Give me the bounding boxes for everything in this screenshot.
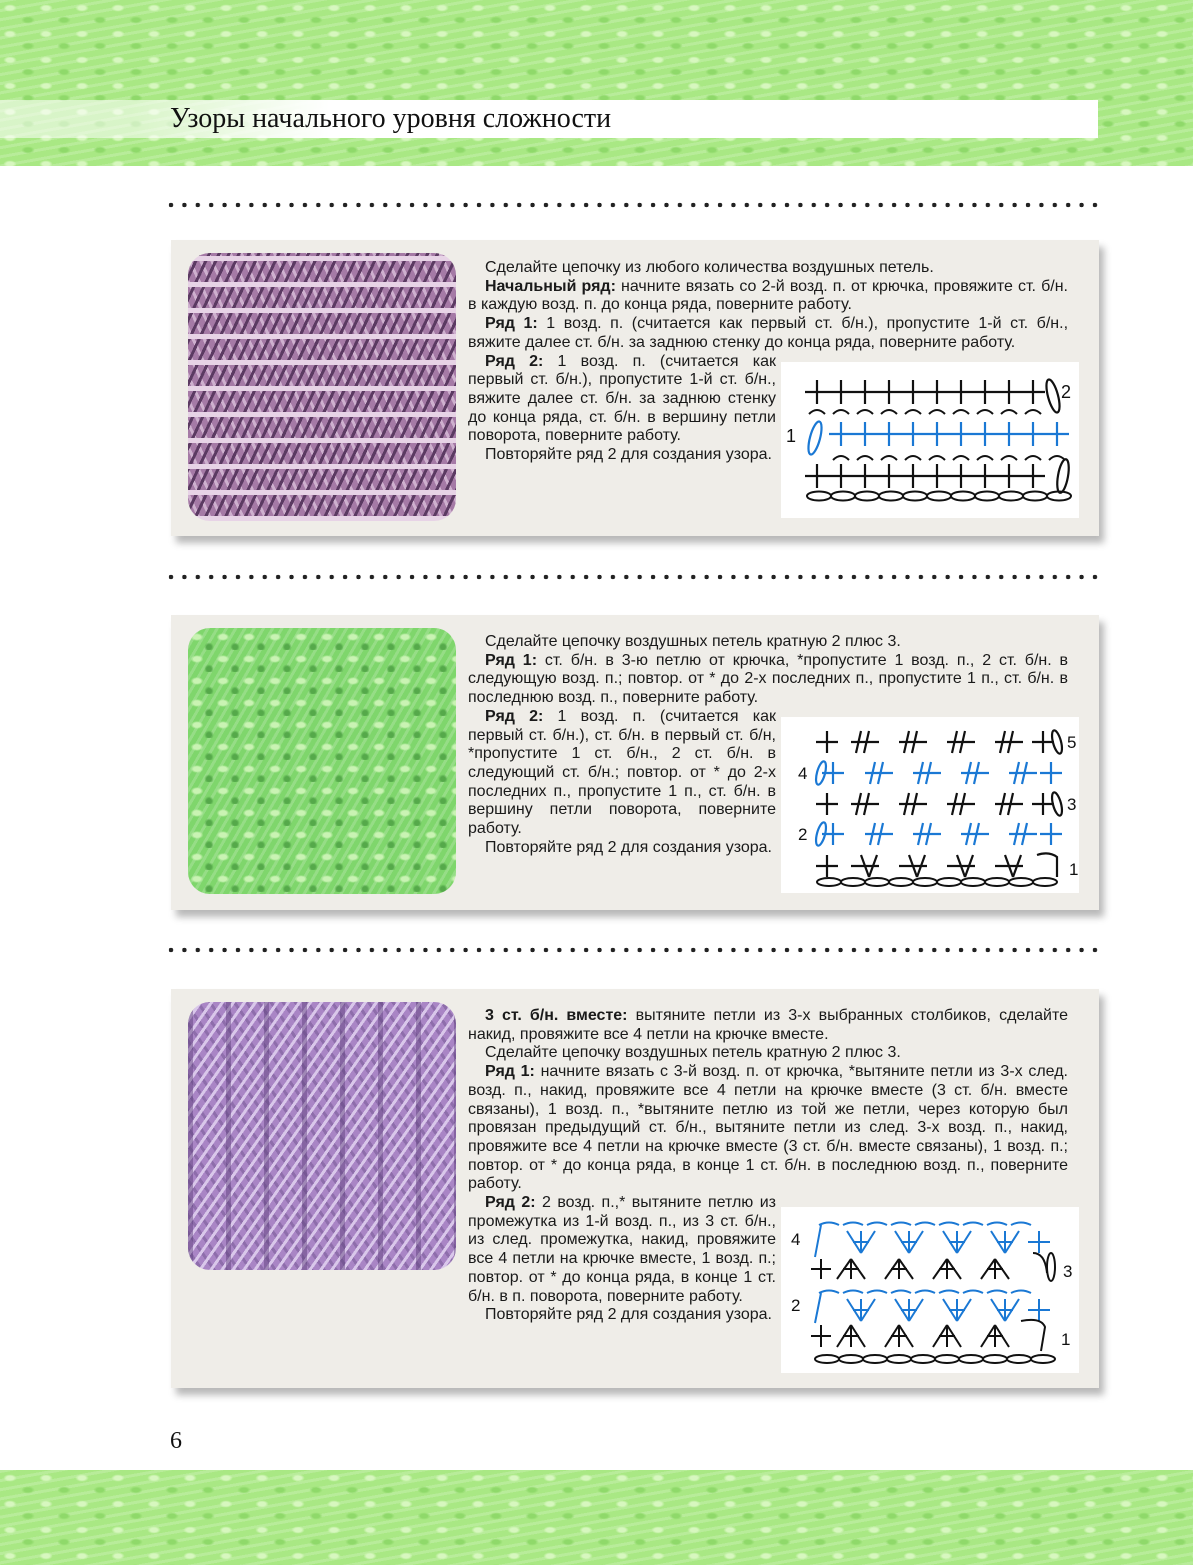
dotted-divider bbox=[168, 947, 1100, 953]
pattern-1-start-row bbox=[468, 278, 1068, 315]
row-2-label: Ряд 2: bbox=[485, 1194, 536, 1212]
crochet-chart-2 bbox=[781, 717, 1079, 893]
pattern-2-repeat: Повторяйте ряд 2 для создания узора. bbox=[485, 838, 772, 856]
chart-2-row-2 bbox=[814, 821, 1062, 846]
chart-1-row-label-2: 2 bbox=[1061, 382, 1072, 402]
pattern-card-1 bbox=[171, 240, 1099, 536]
row-2-text: 1 возд. п. (считается как первый ст. б/н.), пропустите 1-й ст. б/н., вяжите далее ст. б/н. за заднюю стенку до конца ряда, ст. б/н. в вершину петли поворота, поверните работу. bbox=[468, 352, 777, 445]
row-2-label: Ряд 2: bbox=[485, 352, 544, 370]
chart-3-chain bbox=[815, 1355, 1055, 1363]
pattern-1-repeat: Повторяйте ряд 2 для создания узора. bbox=[485, 446, 772, 464]
row-2-text: 2 возд. п.,* вытяните петлю из промежутка из 1-й возд. п., из 3 ст. б/н., из след. промежутка, накид, провяжите все 4 петли на крючке вместе, 1 возд. п.; повтор. от * до конца ряда, в конце 1 ст. б/н. в п. поворота, поверните работу. bbox=[468, 1194, 776, 1305]
chart-2-row-1 bbox=[816, 853, 1057, 877]
pattern-3-repeat: Повторяйте ряд 2 для создания узора. bbox=[485, 1306, 772, 1324]
pattern-1-row-1 bbox=[468, 315, 1068, 352]
knit-sample-photo-lilac bbox=[188, 1002, 456, 1270]
knit-sample-photo-purple bbox=[188, 253, 456, 521]
chart-2-row-5 bbox=[816, 729, 1064, 754]
start-row-label: Начальный ряд: bbox=[485, 277, 616, 295]
chart-2-row-label-5: 5 bbox=[1067, 733, 1077, 752]
row-1-text: 1 возд. п. (считается как первый ст. б/н.), пропустите 1-й ст. б/н., вяжите далее ст. б/н. за заднюю стенку до конца ряда, поверните работу. bbox=[468, 315, 1069, 351]
crochet-chart-3-svg bbox=[781, 1207, 1079, 1373]
pattern-3-intro: Сделайте цепочку воздушных петель кратную 2 плюс 3. bbox=[485, 1044, 901, 1062]
definition-text: вытяните петли из 3-х выбранных столбиков, сделайте накид, провяжите все 4 петли на крючке вместе. bbox=[468, 1007, 1068, 1043]
pattern-card-3 bbox=[171, 989, 1099, 1388]
knit-texture-footer bbox=[0, 1470, 1193, 1565]
crochet-chart-1-svg bbox=[781, 362, 1079, 518]
chart-3-row-3 bbox=[811, 1253, 1055, 1281]
page-number: 6 bbox=[170, 1428, 182, 1454]
row-1-label: Ряд 1: bbox=[485, 1063, 535, 1081]
chart-3-row-2 bbox=[815, 1291, 1050, 1324]
crochet-chart-1 bbox=[781, 362, 1079, 518]
chart-3-row-label-2: 2 bbox=[791, 1296, 801, 1315]
pattern-3-row-1 bbox=[468, 1063, 1068, 1194]
definition-label: 3 ст. б/н. вместе: bbox=[485, 1007, 628, 1024]
chart-2-row-label-3: 3 bbox=[1067, 795, 1077, 814]
chart-3-row-1 bbox=[811, 1320, 1045, 1351]
chart-1-foundation-stitches bbox=[805, 458, 1071, 493]
start-row-text: начните вязать со 2-й возд. п. от крючка, провяжите ст. б/н. в каждую возд. п. до конца ряда, поверните работу. bbox=[468, 277, 1068, 314]
chart-2-row-label-1: 1 bbox=[1069, 860, 1079, 879]
chart-2-chain bbox=[817, 878, 1057, 886]
pattern-3-definition bbox=[468, 1007, 1068, 1044]
dotted-divider bbox=[168, 574, 1100, 580]
row-1-label: Ряд 1: bbox=[485, 315, 538, 333]
knit-sample-photo-green bbox=[188, 628, 456, 894]
row-1-text: начните вязать с 3-й возд. п. от крючка, *вытяните петли из 3-х след. возд. п., накид, провяжите все 4 петли на крючке вместе (3 ст. б/н. вместе связаны), 1 возд. п., *вытяните петлю из той же петли, через которую был провязан предыдущий ст. б/н., вытяните петли из след. 3-х возд. п., накид, провяжите все 4 петли на крючке вместе (3 ст. б/н. вместе связаны), 1 возд. п.; повтор. от * до конца ряда, в конце 1 ст. б/н. в последнюю возд. п., поверните работу. bbox=[468, 1063, 1068, 1193]
chart-3-row-label-4: 4 bbox=[791, 1230, 801, 1249]
row-1-text: ст. б/н. в 3-ю петлю от крючка, *пропустите 1 возд. п., 2 ст. б/н. в следующую возд. п.; повтор. от * до 2-х последних п., пропустите 1 п., ст. б/н. в последнюю возд. п., поверните работу. bbox=[468, 651, 1068, 707]
row-2-label: Ряд 2: bbox=[485, 707, 544, 725]
page-title: Узоры начального уровня сложности bbox=[170, 103, 612, 134]
chart-2-row-label-2: 2 bbox=[798, 825, 808, 844]
pattern-2-row-2 bbox=[468, 708, 776, 839]
pattern-3-row-2 bbox=[468, 1194, 776, 1306]
row-2-text: 1 возд. п. (считается как первый ст. б/н.), ст. б/н. в первый ст. б/н, *пропустите 1 ст. б/н., 2 ст. б/н. в следующий ст. б/н.; повтор. от * до 2-х последних п., пропустите 1 п., ст. б/н. в вершину петли поворота, поверните работу. bbox=[468, 707, 777, 838]
chart-1-row-1-stitches bbox=[806, 420, 1069, 455]
chart-1-chain bbox=[807, 492, 1071, 501]
pattern-2-row-1 bbox=[468, 652, 1068, 708]
crochet-chart-2-svg bbox=[781, 717, 1079, 893]
chart-2-row-label-4: 4 bbox=[798, 764, 808, 783]
row-1-label: Ряд 1: bbox=[485, 651, 538, 669]
chart-2-row-3 bbox=[816, 791, 1064, 816]
chart-3-row-4 bbox=[815, 1223, 1050, 1258]
pattern-1-row-2 bbox=[468, 353, 776, 447]
knit-texture-header bbox=[0, 0, 1193, 166]
pattern-card-2 bbox=[171, 615, 1099, 910]
dotted-divider bbox=[168, 202, 1100, 208]
chart-3-row-label-3: 3 bbox=[1063, 1262, 1073, 1281]
pattern-2-intro: Сделайте цепочку воздушных петель кратную 2 плюс 3. bbox=[485, 633, 901, 650]
chart-1-back-loops-b bbox=[833, 456, 1065, 460]
chart-2-row-4 bbox=[814, 760, 1062, 785]
chart-1-row-2-stitches bbox=[805, 378, 1062, 413]
chart-1-row-label-1: 1 bbox=[786, 426, 797, 446]
chart-1-back-loops-a bbox=[809, 410, 1041, 414]
crochet-chart-3 bbox=[781, 1207, 1079, 1373]
pattern-1-intro: Сделайте цепочку из любого количества воздушных петель. bbox=[485, 259, 934, 276]
chart-3-row-label-1: 1 bbox=[1061, 1330, 1071, 1349]
